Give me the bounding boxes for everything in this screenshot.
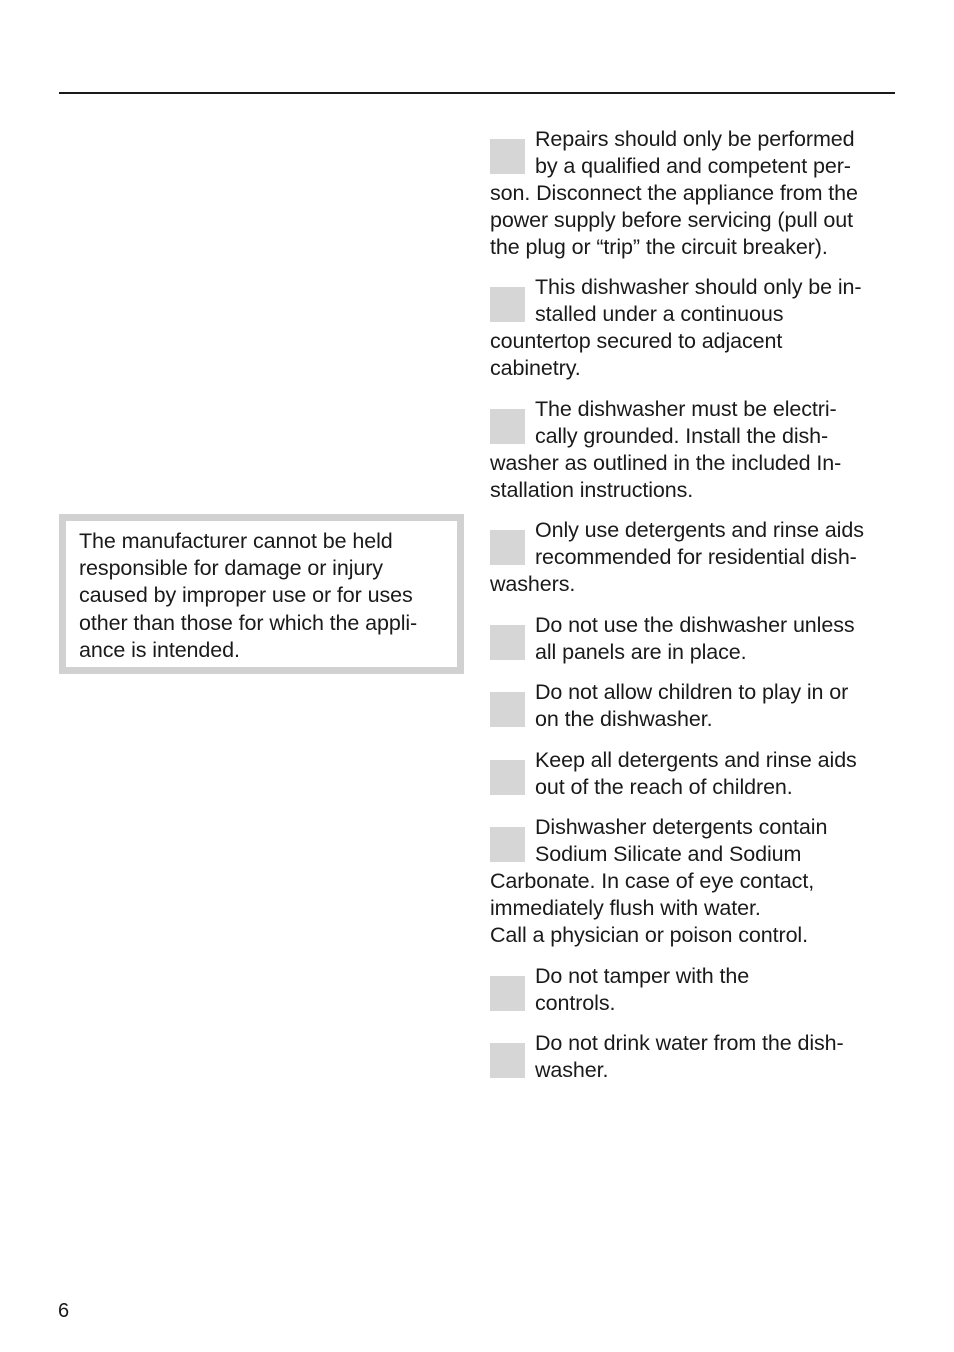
warning-item-chemicals <box>490 814 900 949</box>
warning-line: The dishwasher must be electri- <box>535 397 837 421</box>
warning-line: This dishwasher should only be in- <box>535 275 862 299</box>
warning-line: recommended for residential dish- <box>535 545 857 569</box>
warning-line: Do not drink water from the dish- <box>535 1031 844 1055</box>
warning-item-repairs <box>490 126 900 261</box>
warning-line: Only use detergents and rinse aids <box>535 518 864 542</box>
warning-line: the plug or “trip” the circuit breaker). <box>490 235 828 259</box>
warning-line: Dishwasher detergents contain <box>535 815 828 839</box>
warning-line: countertop secured to adjacent <box>490 329 783 353</box>
page-number: 6 <box>58 1300 70 1322</box>
warning-line: washers. <box>490 572 576 596</box>
warning-marker-icon <box>490 692 525 727</box>
header-rule <box>59 92 895 94</box>
warning-item-children-reach <box>490 747 900 801</box>
warning-line: Do not tamper with the <box>535 964 750 988</box>
notice-line: other than those for which the appli- <box>79 610 418 635</box>
notice-line: responsible for damage or injury <box>79 556 383 581</box>
warning-line: cally grounded. Install the dish- <box>535 424 829 448</box>
warning-line: Call a physician or poison control. <box>490 923 808 947</box>
warning-line: out of the reach of children. <box>535 775 793 799</box>
warning-item-grounding <box>490 396 900 504</box>
warning-line: Do not allow children to play in or <box>535 680 849 704</box>
warning-line: all panels are in place. <box>535 640 747 664</box>
warning-line: son. Disconnect the appliance from the <box>490 181 858 205</box>
warning-line: stalled under a continuous <box>535 302 784 326</box>
warning-line: controls. <box>535 991 616 1015</box>
warning-marker-icon <box>490 139 525 174</box>
warning-marker-icon <box>490 1043 525 1078</box>
warning-line: Sodium Silicate and Sodium <box>535 842 802 866</box>
warning-marker-icon <box>490 976 525 1011</box>
warning-item-panels <box>490 612 900 666</box>
warning-item-children-play <box>490 679 900 733</box>
warning-line: Repairs should only be performed <box>535 127 855 151</box>
warning-line: Do not use the dishwasher unless <box>535 613 855 637</box>
warning-marker-icon <box>490 760 525 795</box>
warning-line: Carbonate. In case of eye contact, <box>490 869 815 893</box>
warning-marker-icon <box>490 287 525 322</box>
warning-marker-icon <box>490 409 525 444</box>
notice-line: caused by improper use or for uses <box>79 583 413 608</box>
warning-item-controls <box>490 963 900 1017</box>
warning-item-installation <box>490 274 900 382</box>
warning-line: immediately flush with water. <box>490 896 761 920</box>
warning-line: Keep all detergents and rinse aids <box>535 748 857 772</box>
warning-line: by a qualified and competent per- <box>535 154 851 178</box>
warning-marker-icon <box>490 827 525 862</box>
warning-item-water <box>490 1030 900 1084</box>
notice-line: The manufacturer cannot be held <box>79 529 393 553</box>
warning-line: stallation instructions. <box>490 478 694 502</box>
warning-marker-icon <box>490 530 525 565</box>
warning-line: washer. <box>535 1058 609 1082</box>
liability-notice-box <box>59 514 464 674</box>
warning-line: washer as outlined in the included In- <box>490 451 842 475</box>
notice-line: ance is intended. <box>79 637 240 662</box>
warning-item-detergents <box>490 517 900 598</box>
warning-line: cabinetry. <box>490 356 581 380</box>
warning-marker-icon <box>490 625 525 660</box>
warning-line: on the dishwasher. <box>535 707 713 731</box>
warning-line: power supply before servicing (pull out <box>490 208 853 232</box>
